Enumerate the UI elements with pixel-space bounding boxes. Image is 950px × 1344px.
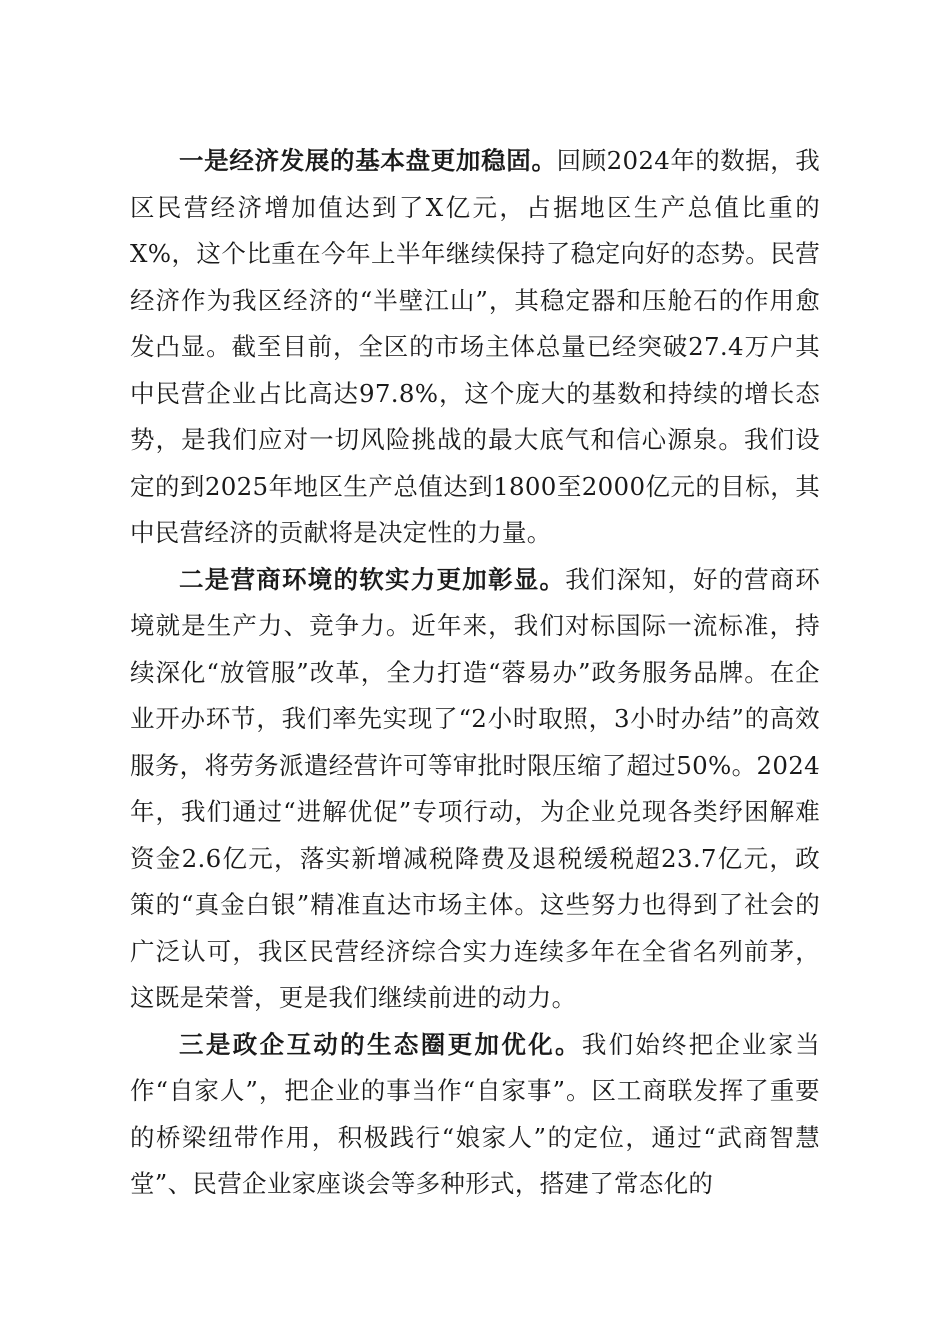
paragraph-economy (130, 138, 820, 557)
paragraph-government-enterprise (130, 1022, 820, 1208)
paragraph-text: 我们始终把企业家当作“自家人”，把企业的事当作“自家事”。区工商联发挥了重要的桥梁纽带作用，积极践行“娘家人”的定位，通过“武商智慧堂”、民营企业家座谈会等多种形式，搭建了常态化的 (130, 1029, 821, 1198)
paragraph-lead: 二是营商环境的软实力更加彰显。 (179, 564, 566, 594)
document-body (130, 138, 820, 1208)
paragraph-text: 回顾2024年的数据，我区民营经济增加值达到了X亿元，占据地区生产总值比重的X%，这个比重在今年上半年继续保持了稳定向好的态势。民营经济作为我区经济的“半壁江山”，其稳定器和压舱石的作用愈发凸显。截至目前，全区的市场主体总量已经突破27.4万户其中民营企业占比高达97.8%，这个庞大的基数和持续的增长态势，是我们应对一切风险挑战的最大底气和信心源泉。我们设定的到2025年地区生产总值达到1800至2000亿元的目标，其中民营经济的贡献将是决定性的力量。 (130, 146, 820, 547)
paragraph-business-environment (130, 557, 820, 1022)
paragraph-text: 我们深知，好的营商环境就是生产力、竞争力。近年来，我们对标国际一流标准，持续深化“放管服”改革，全力打造“蓉易办”政务服务品牌。在企业开办环节，我们率先实现了“2小时取照，3小时办结”的高效服务，将劳务派遣经营许可等审批时限压缩了超过50%。2024年，我们通过“进解优促”专项行动，为企业兑现各类纾困解难资金2.6亿元，落实新增减税降费及退税缓税超23.7亿元，政策的“真金白银”精准直达市场主体。这些努力也得到了社会的广泛认可，我区民营经济综合实力连续多年在全省名列前茅，这既是荣誉，更是我们继续前进的动力。 (130, 564, 820, 1012)
paragraph-lead: 一是经济发展的基本盘更加稳固。 (179, 146, 557, 175)
paragraph-lead: 三是政企互动的生态圈更加优化。 (179, 1029, 582, 1059)
